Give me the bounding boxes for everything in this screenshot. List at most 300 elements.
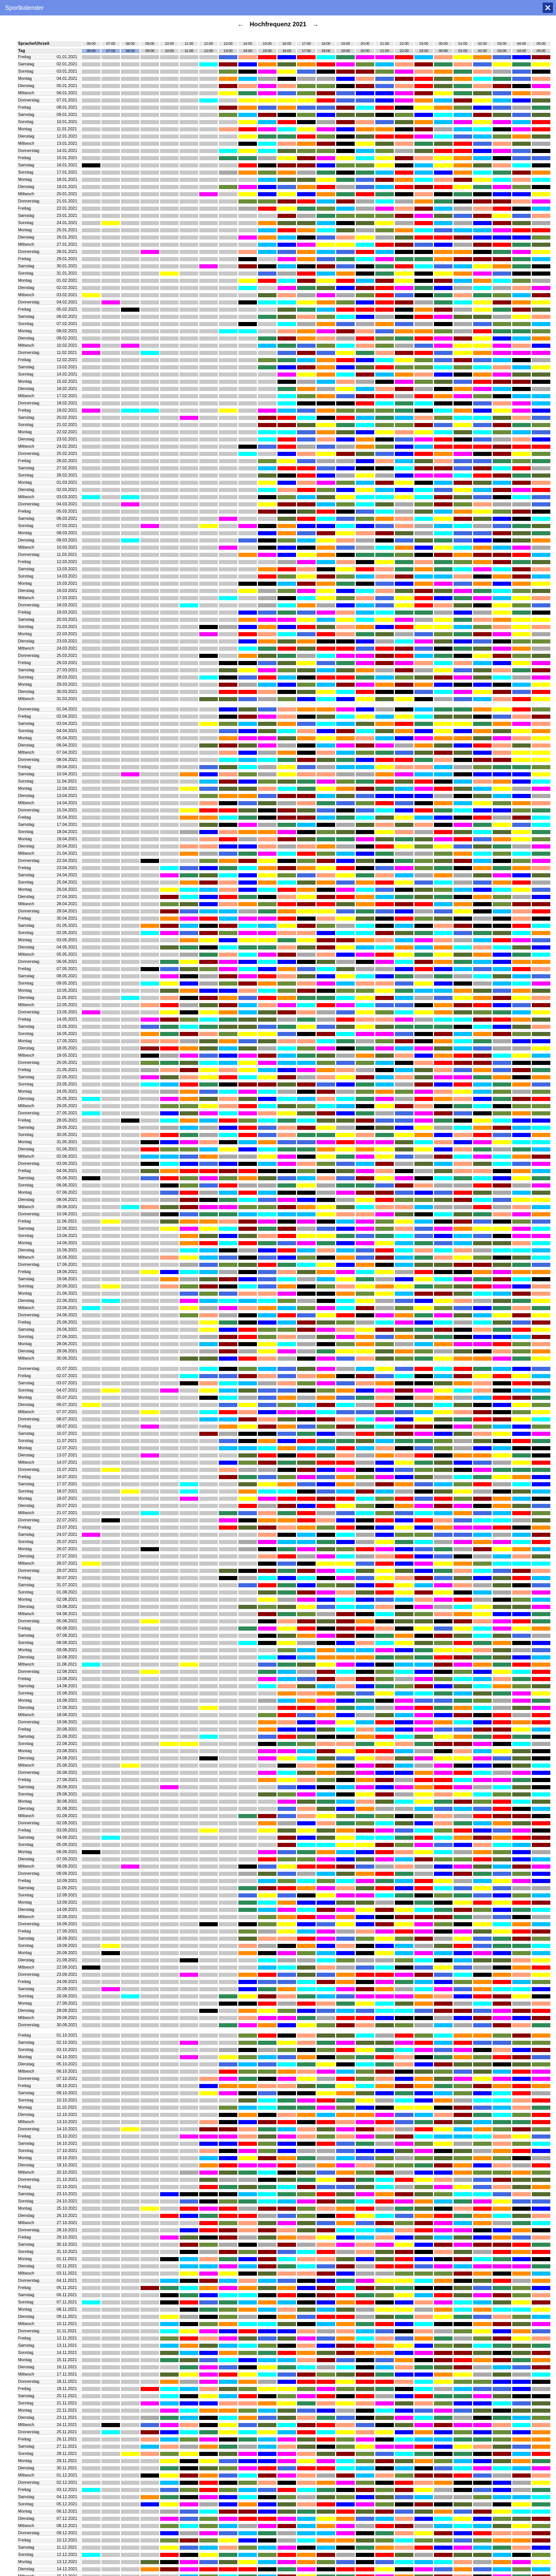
slot-cell[interactable]	[218, 235, 238, 240]
slot-cell[interactable]	[531, 91, 551, 96]
slot-cell[interactable]	[394, 163, 414, 168]
slot-cell[interactable]	[257, 242, 277, 247]
slot-cell[interactable]	[199, 105, 218, 110]
slot-cell[interactable]	[238, 264, 257, 269]
slot-cell[interactable]	[218, 213, 238, 218]
slot-cell[interactable]	[316, 112, 336, 117]
slot-cell[interactable]	[140, 163, 160, 168]
slot-cell[interactable]	[199, 228, 218, 233]
slot-cell[interactable]	[277, 271, 297, 276]
slot-cell[interactable]	[316, 134, 336, 139]
slot-cell[interactable]	[277, 170, 297, 175]
slot-cell[interactable]	[355, 148, 375, 154]
slot-cell[interactable]	[492, 285, 512, 291]
slot-cell[interactable]	[218, 184, 238, 190]
slot-cell[interactable]	[316, 98, 336, 103]
slot-cell[interactable]	[179, 228, 199, 233]
slot-cell[interactable]	[394, 264, 414, 269]
slot-cell[interactable]	[414, 55, 433, 60]
slot-cell[interactable]	[101, 249, 120, 255]
slot-cell[interactable]	[394, 177, 414, 182]
slot-cell[interactable]	[453, 278, 473, 283]
slot-cell[interactable]	[375, 98, 394, 103]
slot-cell[interactable]	[531, 177, 551, 182]
slot-cell[interactable]	[394, 112, 414, 117]
slot-cell[interactable]	[531, 98, 551, 103]
slot-cell[interactable]	[297, 235, 316, 240]
slot-cell[interactable]	[355, 163, 375, 168]
slot-cell[interactable]	[453, 213, 473, 218]
slot-cell[interactable]	[394, 170, 414, 175]
slot-cell[interactable]	[277, 177, 297, 182]
slot-cell[interactable]	[433, 112, 453, 117]
slot-cell[interactable]	[531, 257, 551, 262]
slot-cell[interactable]	[199, 235, 218, 240]
slot-cell[interactable]	[531, 235, 551, 240]
slot-cell[interactable]	[297, 127, 316, 132]
slot-cell[interactable]	[453, 98, 473, 103]
slot-cell[interactable]	[218, 134, 238, 139]
slot-cell[interactable]	[453, 242, 473, 247]
slot-cell[interactable]	[179, 221, 199, 226]
slot-cell[interactable]	[277, 105, 297, 110]
slot-cell[interactable]	[316, 271, 336, 276]
slot-cell[interactable]	[492, 148, 512, 154]
slot-cell[interactable]	[179, 62, 199, 67]
slot-cell[interactable]	[120, 192, 140, 197]
slot-cell[interactable]	[531, 271, 551, 276]
slot-cell[interactable]	[394, 184, 414, 190]
slot-cell[interactable]	[160, 257, 179, 262]
slot-cell[interactable]	[414, 264, 433, 269]
slot-cell[interactable]	[101, 62, 120, 67]
slot-cell[interactable]	[375, 55, 394, 60]
slot-cell[interactable]	[199, 62, 218, 67]
slot-cell[interactable]	[160, 112, 179, 117]
slot-cell[interactable]	[140, 213, 160, 218]
slot-cell[interactable]	[218, 206, 238, 211]
slot-cell[interactable]	[433, 285, 453, 291]
slot-cell[interactable]	[140, 76, 160, 81]
slot-cell[interactable]	[492, 134, 512, 139]
slot-cell[interactable]	[140, 221, 160, 226]
slot-cell[interactable]	[433, 170, 453, 175]
slot-cell[interactable]	[81, 134, 101, 139]
slot-cell[interactable]	[492, 235, 512, 240]
slot-cell[interactable]	[179, 213, 199, 218]
slot-cell[interactable]	[492, 156, 512, 161]
slot-cell[interactable]	[492, 257, 512, 262]
slot-cell[interactable]	[531, 170, 551, 175]
slot-cell[interactable]	[414, 148, 433, 154]
slot-cell[interactable]	[316, 105, 336, 110]
slot-cell[interactable]	[218, 271, 238, 276]
slot-cell[interactable]	[160, 105, 179, 110]
slot-cell[interactable]	[512, 141, 531, 146]
slot-cell[interactable]	[160, 271, 179, 276]
slot-cell[interactable]	[81, 76, 101, 81]
slot-cell[interactable]	[336, 170, 355, 175]
slot-cell[interactable]	[101, 271, 120, 276]
slot-cell[interactable]	[414, 105, 433, 110]
slot-cell[interactable]	[531, 127, 551, 132]
slot-cell[interactable]	[336, 55, 355, 60]
slot-cell[interactable]	[238, 69, 257, 74]
slot-cell[interactable]	[179, 264, 199, 269]
slot-cell[interactable]	[512, 76, 531, 81]
slot-cell[interactable]	[199, 170, 218, 175]
slot-cell[interactable]	[531, 55, 551, 60]
slot-cell[interactable]	[140, 170, 160, 175]
slot-cell[interactable]	[140, 141, 160, 146]
slot-cell[interactable]	[414, 271, 433, 276]
slot-cell[interactable]	[257, 148, 277, 154]
slot-cell[interactable]	[257, 235, 277, 240]
slot-cell[interactable]	[101, 170, 120, 175]
slot-cell[interactable]	[297, 206, 316, 211]
slot-cell[interactable]	[355, 177, 375, 182]
prev-year-arrow[interactable]: ←	[234, 21, 248, 28]
slot-cell[interactable]	[160, 264, 179, 269]
slot-cell[interactable]	[512, 105, 531, 110]
slot-cell[interactable]	[140, 83, 160, 89]
slot-cell[interactable]	[218, 98, 238, 103]
slot-cell[interactable]	[257, 83, 277, 89]
slot-cell[interactable]	[160, 278, 179, 283]
slot-cell[interactable]	[140, 242, 160, 247]
slot-cell[interactable]	[101, 127, 120, 132]
slot-cell[interactable]	[160, 55, 179, 60]
slot-cell[interactable]	[218, 163, 238, 168]
slot-cell[interactable]	[81, 184, 101, 190]
slot-cell[interactable]	[453, 55, 473, 60]
slot-cell[interactable]	[179, 112, 199, 117]
slot-cell[interactable]	[81, 249, 101, 255]
slot-cell[interactable]	[433, 206, 453, 211]
slot-cell[interactable]	[492, 199, 512, 204]
slot-cell[interactable]	[179, 141, 199, 146]
slot-cell[interactable]	[453, 163, 473, 168]
slot-cell[interactable]	[375, 213, 394, 218]
slot-cell[interactable]	[257, 177, 277, 182]
slot-cell[interactable]	[336, 184, 355, 190]
slot-cell[interactable]	[257, 206, 277, 211]
slot-cell[interactable]	[375, 105, 394, 110]
slot-cell[interactable]	[394, 62, 414, 67]
slot-cell[interactable]	[238, 98, 257, 103]
slot-cell[interactable]	[120, 69, 140, 74]
slot-cell[interactable]	[257, 249, 277, 255]
slot-cell[interactable]	[355, 257, 375, 262]
slot-cell[interactable]	[297, 242, 316, 247]
slot-cell[interactable]	[101, 264, 120, 269]
slot-cell[interactable]	[101, 206, 120, 211]
slot-cell[interactable]	[81, 141, 101, 146]
slot-cell[interactable]	[218, 199, 238, 204]
slot-cell[interactable]	[316, 278, 336, 283]
slot-cell[interactable]	[120, 184, 140, 190]
slot-cell[interactable]	[199, 163, 218, 168]
slot-cell[interactable]	[512, 91, 531, 96]
slot-cell[interactable]	[414, 83, 433, 89]
slot-cell[interactable]	[473, 134, 492, 139]
slot-cell[interactable]	[218, 170, 238, 175]
slot-cell[interactable]	[277, 91, 297, 96]
slot-cell[interactable]	[316, 76, 336, 81]
slot-cell[interactable]	[336, 98, 355, 103]
slot-cell[interactable]	[433, 242, 453, 247]
slot-cell[interactable]	[238, 112, 257, 117]
slot-cell[interactable]	[453, 228, 473, 233]
slot-cell[interactable]	[179, 192, 199, 197]
slot-cell[interactable]	[453, 91, 473, 96]
slot-cell[interactable]	[238, 148, 257, 154]
slot-cell[interactable]	[414, 249, 433, 255]
slot-cell[interactable]	[297, 278, 316, 283]
slot-cell[interactable]	[394, 91, 414, 96]
slot-cell[interactable]	[453, 62, 473, 67]
slot-cell[interactable]	[336, 62, 355, 67]
slot-cell[interactable]	[297, 177, 316, 182]
slot-cell[interactable]	[160, 127, 179, 132]
slot-cell[interactable]	[218, 278, 238, 283]
slot-cell[interactable]	[414, 170, 433, 175]
slot-cell[interactable]	[512, 199, 531, 204]
slot-cell[interactable]	[238, 221, 257, 226]
slot-cell[interactable]	[355, 69, 375, 74]
slot-cell[interactable]	[492, 242, 512, 247]
slot-cell[interactable]	[433, 249, 453, 255]
slot-cell[interactable]	[81, 213, 101, 218]
slot-cell[interactable]	[179, 278, 199, 283]
slot-cell[interactable]	[336, 235, 355, 240]
slot-cell[interactable]	[375, 76, 394, 81]
slot-cell[interactable]	[336, 285, 355, 291]
slot-cell[interactable]	[355, 242, 375, 247]
slot-cell[interactable]	[140, 112, 160, 117]
slot-cell[interactable]	[492, 221, 512, 226]
slot-cell[interactable]	[120, 177, 140, 182]
slot-cell[interactable]	[355, 55, 375, 60]
slot-cell[interactable]	[512, 120, 531, 125]
slot-cell[interactable]	[120, 76, 140, 81]
slot-cell[interactable]	[473, 141, 492, 146]
slot-cell[interactable]	[316, 199, 336, 204]
slot-cell[interactable]	[81, 55, 101, 60]
slot-cell[interactable]	[257, 69, 277, 74]
slot-cell[interactable]	[414, 127, 433, 132]
slot-cell[interactable]	[473, 235, 492, 240]
slot-cell[interactable]	[414, 242, 433, 247]
slot-cell[interactable]	[297, 141, 316, 146]
slot-cell[interactable]	[336, 271, 355, 276]
slot-cell[interactable]	[512, 148, 531, 154]
slot-cell[interactable]	[414, 91, 433, 96]
slot-cell[interactable]	[199, 69, 218, 74]
slot-cell[interactable]	[394, 76, 414, 81]
slot-cell[interactable]	[375, 285, 394, 291]
slot-cell[interactable]	[531, 83, 551, 89]
slot-cell[interactable]	[160, 148, 179, 154]
slot-cell[interactable]	[375, 112, 394, 117]
slot-cell[interactable]	[394, 206, 414, 211]
slot-cell[interactable]	[433, 278, 453, 283]
slot-cell[interactable]	[375, 257, 394, 262]
slot-cell[interactable]	[473, 192, 492, 197]
slot-cell[interactable]	[473, 184, 492, 190]
slot-cell[interactable]	[433, 120, 453, 125]
slot-cell[interactable]	[238, 213, 257, 218]
slot-cell[interactable]	[336, 221, 355, 226]
slot-cell[interactable]	[81, 199, 101, 204]
slot-cell[interactable]	[199, 192, 218, 197]
slot-cell[interactable]	[453, 120, 473, 125]
slot-cell[interactable]	[492, 163, 512, 168]
slot-cell[interactable]	[81, 156, 101, 161]
slot-cell[interactable]	[473, 163, 492, 168]
slot-cell[interactable]	[101, 148, 120, 154]
slot-cell[interactable]	[394, 120, 414, 125]
slot-cell[interactable]	[512, 69, 531, 74]
slot-cell[interactable]	[297, 91, 316, 96]
slot-cell[interactable]	[453, 156, 473, 161]
slot-cell[interactable]	[81, 206, 101, 211]
slot-cell[interactable]	[316, 264, 336, 269]
slot-cell[interactable]	[120, 141, 140, 146]
slot-cell[interactable]	[140, 55, 160, 60]
slot-cell[interactable]	[375, 221, 394, 226]
slot-cell[interactable]	[257, 228, 277, 233]
slot-cell[interactable]	[414, 112, 433, 117]
slot-cell[interactable]	[277, 83, 297, 89]
slot-cell[interactable]	[140, 257, 160, 262]
slot-cell[interactable]	[199, 184, 218, 190]
slot-cell[interactable]	[414, 69, 433, 74]
slot-cell[interactable]	[433, 127, 453, 132]
slot-cell[interactable]	[179, 206, 199, 211]
slot-cell[interactable]	[316, 192, 336, 197]
slot-cell[interactable]	[238, 278, 257, 283]
slot-cell[interactable]	[179, 184, 199, 190]
slot-cell[interactable]	[179, 69, 199, 74]
slot-cell[interactable]	[101, 235, 120, 240]
slot-cell[interactable]	[531, 206, 551, 211]
slot-cell[interactable]	[355, 213, 375, 218]
slot-cell[interactable]	[531, 148, 551, 154]
slot-cell[interactable]	[355, 221, 375, 226]
slot-cell[interactable]	[531, 228, 551, 233]
slot-cell[interactable]	[433, 105, 453, 110]
slot-cell[interactable]	[179, 148, 199, 154]
slot-cell[interactable]	[101, 141, 120, 146]
slot-cell[interactable]	[473, 69, 492, 74]
slot-cell[interactable]	[394, 235, 414, 240]
slot-cell[interactable]	[375, 199, 394, 204]
slot-cell[interactable]	[277, 264, 297, 269]
slot-cell[interactable]	[199, 148, 218, 154]
slot-cell[interactable]	[160, 192, 179, 197]
slot-cell[interactable]	[238, 134, 257, 139]
slot-cell[interactable]	[160, 206, 179, 211]
slot-cell[interactable]	[120, 105, 140, 110]
slot-cell[interactable]	[316, 148, 336, 154]
slot-cell[interactable]	[355, 184, 375, 190]
slot-cell[interactable]	[101, 177, 120, 182]
slot-cell[interactable]	[179, 257, 199, 262]
slot-cell[interactable]	[277, 112, 297, 117]
slot-cell[interactable]	[297, 257, 316, 262]
slot-cell[interactable]	[140, 91, 160, 96]
slot-cell[interactable]	[375, 271, 394, 276]
slot-cell[interactable]	[492, 184, 512, 190]
slot-cell[interactable]	[316, 127, 336, 132]
slot-cell[interactable]	[160, 184, 179, 190]
slot-cell[interactable]	[257, 192, 277, 197]
slot-cell[interactable]	[160, 62, 179, 67]
slot-cell[interactable]	[414, 134, 433, 139]
slot-cell[interactable]	[492, 91, 512, 96]
slot-cell[interactable]	[512, 221, 531, 226]
slot-cell[interactable]	[512, 170, 531, 175]
slot-cell[interactable]	[531, 264, 551, 269]
slot-cell[interactable]	[238, 249, 257, 255]
slot-cell[interactable]	[492, 206, 512, 211]
slot-cell[interactable]	[160, 83, 179, 89]
next-year-arrow[interactable]: →	[308, 21, 322, 28]
slot-cell[interactable]	[160, 177, 179, 182]
slot-cell[interactable]	[199, 221, 218, 226]
slot-cell[interactable]	[277, 249, 297, 255]
slot-cell[interactable]	[81, 285, 101, 291]
slot-cell[interactable]	[473, 62, 492, 67]
slot-cell[interactable]	[238, 199, 257, 204]
slot-cell[interactable]	[199, 120, 218, 125]
slot-cell[interactable]	[140, 184, 160, 190]
slot-cell[interactable]	[257, 221, 277, 226]
slot-cell[interactable]	[101, 278, 120, 283]
slot-cell[interactable]	[355, 156, 375, 161]
slot-cell[interactable]	[257, 127, 277, 132]
slot-cell[interactable]	[257, 76, 277, 81]
slot-cell[interactable]	[257, 112, 277, 117]
slot-cell[interactable]	[394, 199, 414, 204]
slot-cell[interactable]	[81, 62, 101, 67]
slot-cell[interactable]	[257, 156, 277, 161]
slot-cell[interactable]	[531, 278, 551, 283]
slot-cell[interactable]	[375, 127, 394, 132]
slot-cell[interactable]	[140, 264, 160, 269]
slot-cell[interactable]	[199, 213, 218, 218]
slot-cell[interactable]	[179, 105, 199, 110]
slot-cell[interactable]	[160, 91, 179, 96]
slot-cell[interactable]	[238, 177, 257, 182]
slot-cell[interactable]	[453, 148, 473, 154]
slot-cell[interactable]	[160, 235, 179, 240]
slot-cell[interactable]	[316, 177, 336, 182]
slot-cell[interactable]	[473, 91, 492, 96]
slot-cell[interactable]	[120, 127, 140, 132]
slot-cell[interactable]	[355, 271, 375, 276]
slot-cell[interactable]	[199, 199, 218, 204]
slot-cell[interactable]	[375, 177, 394, 182]
slot-cell[interactable]	[81, 271, 101, 276]
slot-cell[interactable]	[238, 170, 257, 175]
slot-cell[interactable]	[531, 69, 551, 74]
slot-cell[interactable]	[199, 264, 218, 269]
slot-cell[interactable]	[473, 278, 492, 283]
slot-cell[interactable]	[140, 285, 160, 291]
slot-cell[interactable]	[120, 148, 140, 154]
